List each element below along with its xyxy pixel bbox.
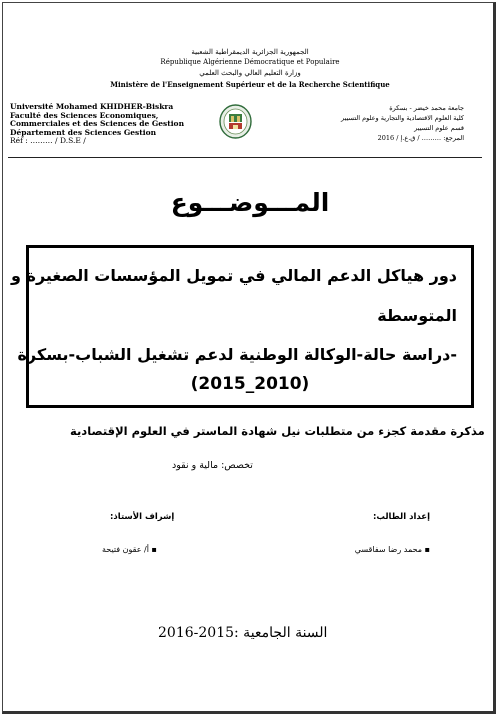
university-block-french [10, 103, 184, 146]
university-name-fr: Université Mohamed KHIDHER-Biskra [10, 102, 174, 111]
ministry-arabic: وزارة التعليم العالي والبحث العلمي [199, 69, 301, 77]
university-logo [219, 104, 252, 139]
academic-year: السنة الجامعية :2015-2016 [158, 625, 328, 641]
supervisor-name [102, 545, 157, 554]
faculty-name-fr-1: Faculté des Sciences Economiques, [10, 110, 159, 120]
supervisor-bullet: ▪ [148, 545, 157, 554]
supervisor-name-text: أ/ عقون فتيحة [102, 545, 149, 554]
ministry-french: Ministère de l'Enseignement Supérieur et de la Recherche Scientifique [110, 80, 390, 89]
student-bullet: ▪ [422, 545, 430, 554]
department-name-ar: قسم علوم التسيير [414, 124, 464, 132]
university-name-ar: جامعة محمد خيضر - بسكرة [389, 104, 464, 112]
title-line-3: -دراسة حالة-الوكالة الوطنية لدعم تشغيل الشباب-بسكرة [17, 345, 457, 364]
header-divider [8, 157, 482, 158]
memo-statement: مذكرة مقدمة كجزء من متطلبات نيل شهادة الماستر في العلوم الإقتصادية [70, 424, 485, 438]
university-block-arabic [341, 103, 464, 143]
title-line-2: المتوسطة [377, 306, 457, 325]
department-name-fr: Département des Sciences Gestion [10, 127, 157, 137]
reference-ar: المرجع: ……… / ق.ع.إ / 2016 [377, 134, 464, 142]
subject-heading: المـــوضـــوع [170, 188, 330, 217]
faculty-name-fr-2: Commerciales et des Sciences de Gestion [10, 119, 185, 129]
title-period: (2015_2010) [190, 374, 310, 394]
student-name [355, 545, 430, 554]
specialty: تخصص: مالية و نقود [172, 460, 253, 471]
thesis-title-box [10, 245, 474, 408]
faculty-name-ar: كلية العلوم الاقتصادية والتجارية وعلوم التسيير [341, 114, 464, 122]
supervisor-label: إشراف الأستاذ: [110, 512, 175, 522]
student-name-text: محمد رضا سفاقسي [354, 545, 423, 554]
student-label: إعداد الطالب: [372, 512, 430, 522]
republic-french: République Algérienne Démocratique et Populaire [160, 58, 340, 66]
reference-fr: Réf : ……… / D.S.E / [10, 136, 86, 146]
title-line-1: دور هياكل الدعم المالي في تمويل المؤسسات الصغيرة و [10, 266, 457, 285]
republic-arabic: الجمهورية الجزائرية الديمقراطية الشعبية [191, 48, 309, 56]
